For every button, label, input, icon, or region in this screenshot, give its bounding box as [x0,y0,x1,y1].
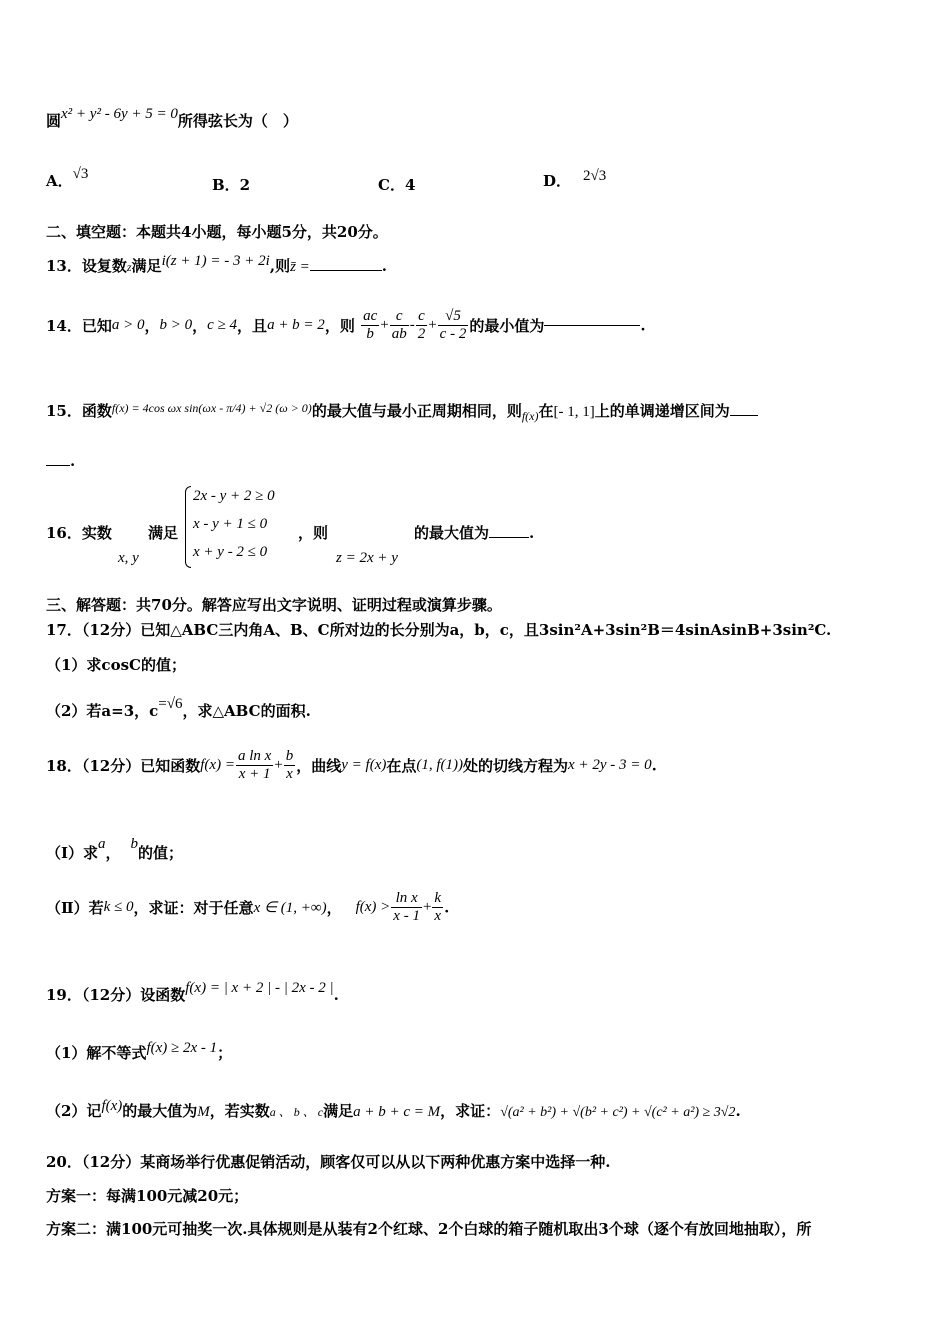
option-value: 2√3 [583,168,607,184]
question-15 [46,400,758,421]
question-17: 17．（12分）已知△ABC三内角A、B、C所对边的长分别为a，b，c，且3sin²A+3sin²B＝4sinAsinB+3sin²C. [46,621,832,639]
answer-blank[interactable] [310,270,382,271]
q18-curve: y = f(x) [341,757,387,773]
comma: ， [192,317,208,335]
q17-part1: （1）求cosC的值； [46,656,186,674]
numerator: k [434,890,442,906]
q17-part2-text2: ，求△ABC的面积. [182,702,311,720]
q17-part2 [46,696,311,721]
option-label: A． [46,172,73,190]
answer-blank[interactable] [489,537,529,538]
q19-part1 [46,1042,232,1063]
option-label: B．2 [212,176,251,194]
q18-text2: 在点 [386,757,417,775]
q15-continuation [46,452,75,470]
q19-number: 19．（12分）设函数 [46,986,186,1004]
fraction [391,890,422,925]
q13-text: 满足 [131,257,162,275]
denominator: x [434,908,442,924]
fraction [432,890,443,925]
q19-proof: √(a² + b²) + √(b² + c²) + √(c² + a²) ≥ 3√2 [500,1105,736,1120]
q18-k: k ≤ 0 [103,899,134,915]
denominator: x [286,766,293,782]
period: . [70,452,76,470]
question-13 [46,255,387,276]
fraction [438,308,469,343]
q18-var-a: a [98,836,106,852]
q19-fx: f(x) [101,1098,123,1114]
q19-part2 [46,1100,741,1121]
q12-option-a [46,166,89,191]
q17-part2-eq: =√6 [158,696,183,712]
answer-blank[interactable] [544,325,640,326]
q12-suffix: 所得弦长为（ ） [177,112,298,130]
numerator: c [416,308,428,326]
q14-text: ，且 [237,317,268,335]
q13-number: 13．设复数 [46,257,127,275]
option-label: C．4 [378,176,416,194]
question-19 [46,980,339,1005]
inequality: x - y + 1 ≤ 0 [193,516,268,532]
period: . [444,898,450,917]
q19-part2-text5: ，求证： [440,1102,501,1120]
q19-cond: a + b + c = M [353,1104,441,1120]
option-value: √3 [72,166,89,182]
numerator: a ln x [237,748,272,764]
q19-part1-text: （1）解不等式 [46,1044,147,1062]
denominator: x + 1 [238,766,271,782]
fraction [416,308,428,343]
q14-cond-b: b > 0 [159,317,193,333]
q18-part1 [46,836,184,863]
answer-blank[interactable] [46,465,70,466]
q18-part1-text: （Ⅰ）求 [46,844,99,862]
q13-var: z [126,260,132,274]
q15-number: 15．函数 [46,402,112,420]
q16-text: 的最大值为 [414,524,490,542]
q14-text2: ，则 [324,317,355,335]
q13-text2: ,则 [269,257,291,275]
system-brace [185,486,191,568]
q16-satisfy: 满足 [148,524,179,542]
denominator: b [366,326,374,342]
denominator: ab [391,326,407,342]
question-20: 20．（12分）某商场举行优惠促销活动，顾客仅可以从以下两种优惠方案中选择一种. [46,1153,611,1171]
q19-part2-text2: 的最大值为 [122,1102,198,1120]
q18-number: 18．（12分）已知函数 [46,757,201,775]
denominator: 2 [417,326,426,342]
option-label: D． [543,172,572,190]
q16-number: 16．实数 [46,524,112,542]
fraction [284,748,296,783]
numerator: ac [363,308,378,324]
q15-fx: f(x) [521,409,539,423]
q19-part2-text3: ，若实数 [209,1102,270,1120]
q19-part2-text: （2）记 [46,1102,102,1120]
answer-blank[interactable] [730,415,758,416]
section-solve-title: 三、解答题：共70分。解答应写出文字说明、证明过程或演算步骤。 [46,596,502,614]
period: . [333,986,339,1004]
inequality: 2x - y + 2 ≥ 0 [193,488,275,504]
q20-plan2: 方案二：满100元可抽奖一次.具体规则是从装有2个红球、2个白球的箱子随机取出3个球（逐个有放回地抽取），所 [46,1220,812,1238]
semicolon: ； [217,1044,233,1062]
q15-text: 的最大值与最小正周期相同，则 [311,402,522,420]
numerator: b [285,748,294,764]
q15-text3: 上的单调递增区间为 [594,402,730,420]
q18-text3: 处的切线方程为 [463,757,569,775]
numerator: ln x [391,890,422,908]
q18-var-b: b [130,836,139,852]
question-14: 14．已知a > 0，b > 0，c ≥ 4，且a + b = 2，则 $\frac{ac}{b}$ + $\frac{c}{ab}$ - $\frac{c}{2}$ + $\frac{√5}{c - 2}$ 的最小值为 . [46,308,646,342]
q15-function: f(x) = 4cos ωx sin(ωx - π/4) + √2 (ω > 0) [111,401,312,415]
q19-part1-ineq: f(x) ≥ 2x - 1 [146,1040,218,1056]
q12-line [46,106,298,131]
q12-option-c [378,174,415,195]
q19-abc: a 、 b 、 c [269,1105,324,1119]
q16-target: z = 2x + y [336,550,398,566]
numerator: c [390,308,409,326]
section-fill-in-title: 二、填空题：本题共4小题，每小题5分，共20分。 [46,223,388,241]
inequality: x + y - 2 ≤ 0 [193,544,268,560]
question-18: 18．（12分）已知函数f(x) = $\frac{\text{a ln x}}{x + 1}$ + $\frac{b}{x}$ ，曲线y = f(x)在点(1, f(1))处的切线方程为x + 2y - 3 = 0. [46,748,657,782]
q16-tail [414,522,534,543]
q18-domain: x ∈ (1, +∞) [253,900,327,916]
q19-function: f(x) = | x + 2 | - | 2x - 2 | [185,980,334,996]
q14-cond-a: a > 0 [111,317,145,333]
q14-cond-c: c ≥ 4 [207,317,238,333]
comma: ， [105,844,121,862]
q19-M: M [197,1104,210,1120]
q15-interval: [- 1, 1] [553,404,595,420]
period: . [651,756,657,775]
q18-part2: （Ⅱ）若k ≤ 0，求证：对于任意x ∈ (1, +∞)， f(x) > $\frac{\text{ln x}}{x - 1}$ + $\frac{k}{x}$ . [46,890,450,924]
q18-point: (1, f(1)) [416,757,464,773]
q18-part2-text: （Ⅱ）若 [46,899,104,917]
denominator: c - 2 [439,326,467,342]
q17-part2-text: （2）若a=3，c [46,702,159,720]
q18-tangent: x + 2y - 3 = 0 [568,757,652,773]
fraction [236,748,273,783]
q14-cond-sum: a + b = 2 [267,317,325,333]
q18-text: ，曲线 [296,757,342,775]
q13-answer-label: z̄ = [290,259,310,275]
q15-text2: 在 [538,402,554,420]
q13-equation: i(z + 1) = - 3 + 2i [161,253,270,269]
q20-plan1: 方案一：每满100元减20元； [46,1187,249,1205]
period: . [735,1102,741,1120]
q12-option-d [543,170,606,191]
q19-part2-text4: 满足 [323,1102,354,1120]
q12-option-b [212,174,250,195]
q16-vars: x, y [118,550,139,566]
q16-system [193,482,275,566]
q18-ineq: f(x) > [355,899,391,915]
q18-part2-text2: ，求证：对于任意 [133,899,254,917]
period: . [640,316,646,335]
q12-circle-equation: x² + y² - 6y + 5 = 0 [61,106,178,122]
period: . [381,257,388,275]
q18-fx: f(x) = [200,757,235,773]
denominator: x - 1 [393,908,420,924]
comma: ， [144,317,160,335]
period: . [529,524,535,542]
q14-text3: 的最小值为 [469,317,545,335]
q12-prefix: 圆 [46,112,62,130]
fraction [390,308,409,343]
q16-then: ，则 [298,524,329,542]
fraction [361,308,379,343]
comma: ， [326,899,342,917]
q14-number: 14．已知 [46,317,112,335]
q18-part1-text2: 的值； [138,844,184,862]
numerator: √5 [438,308,469,326]
